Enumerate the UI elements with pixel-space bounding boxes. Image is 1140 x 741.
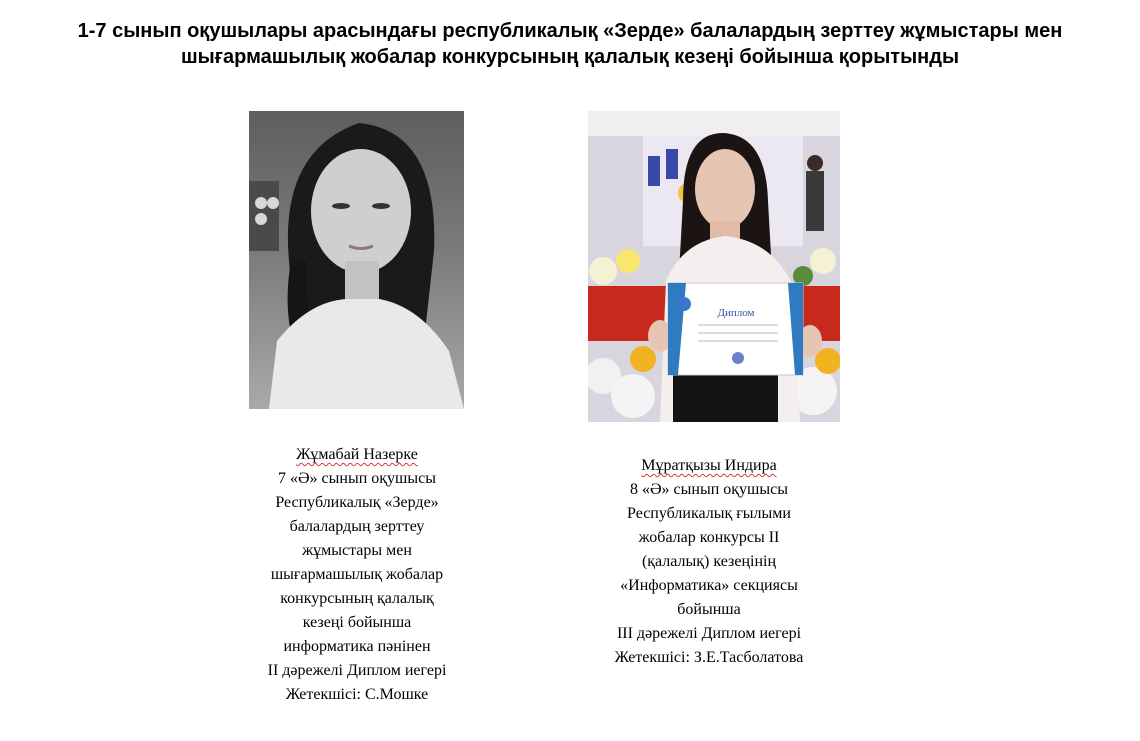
caption-right-line-7: бойынша — [677, 601, 741, 618]
student-name-right: Мұратқызы Индира — [641, 457, 777, 474]
page-title — [0, 18, 1140, 70]
title-line-1: 1-7 сынып оқушылары арасындағы республикалық «Зерде» балалардың зерттеу жұмыстары мен — [77, 20, 1063, 42]
caption-right-line-4: жобалар конкурсы II — [638, 529, 780, 546]
diploma-word: Диплом — [717, 307, 755, 319]
caption-left-line-3: Республикалық «Зерде» — [275, 494, 439, 511]
caption-left-line-7: конкурсының қалалық — [280, 590, 434, 607]
caption-right-line-3: Республикалық ғылыми — [627, 505, 791, 522]
student-photo-left — [249, 111, 464, 409]
portrait-left-image — [249, 111, 464, 409]
student-name-left: Жұмабай Назерке — [296, 446, 418, 463]
caption-right — [575, 454, 843, 670]
caption-right-line-2: 8 «Ә» сынып оқушысы — [630, 481, 788, 498]
caption-left-line-2: 7 «Ә» сынып оқушысы — [278, 470, 436, 487]
caption-right-line-8: III дәрежелі Диплом иегері — [616, 625, 802, 642]
caption-left-line-6: шығармашылық жобалар — [270, 566, 444, 583]
caption-right-line-5: (қалалық) кезеңінің — [641, 553, 777, 570]
caption-left-line-5: жұмыстары мен — [302, 542, 412, 559]
caption-right-line-6: «Информатика» секциясы — [620, 577, 798, 594]
caption-right-supervisor: Жетекшісі: З.Е.Тасболатова — [614, 649, 804, 666]
caption-left-line-8: кезеңі бойынша — [302, 614, 412, 631]
portrait-right-image — [588, 111, 840, 422]
caption-left-supervisor: Жетекшісі: С.Мошке — [285, 686, 429, 703]
caption-left-line-4: балалардың зерттеу — [289, 518, 425, 535]
title-line-2: шығармашылық жобалар конкурсының қалалық кезеңі бойынша қорытынды — [180, 46, 960, 68]
student-photo-right — [588, 111, 840, 422]
caption-left-line-10: II дәрежелі Диплом иегері — [267, 662, 447, 679]
caption-left-line-9: информатика пәнінен — [283, 638, 431, 655]
caption-left — [225, 443, 489, 707]
